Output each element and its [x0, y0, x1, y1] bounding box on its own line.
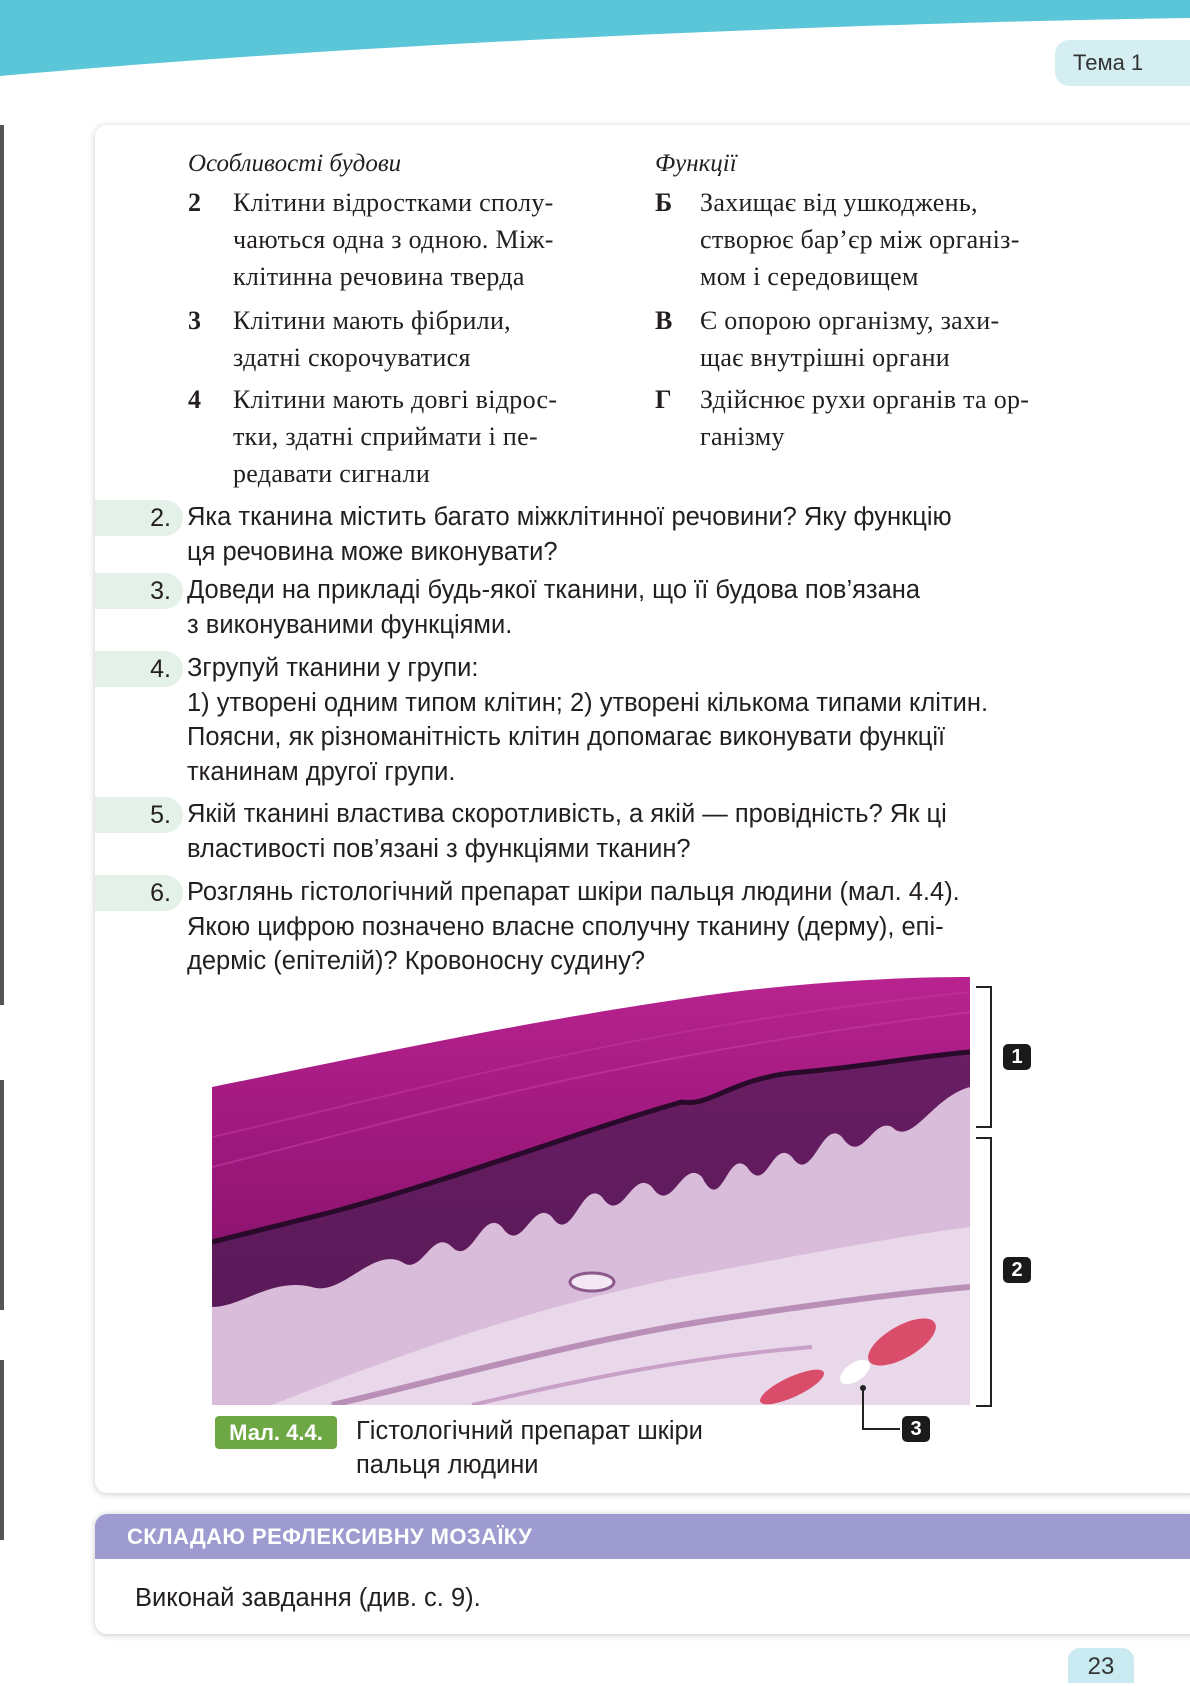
text-line: Якою цифрою позначено власне сполучну тканину (дерму), епі-: [187, 912, 944, 941]
text-line: мом і середовищем: [700, 262, 919, 291]
row-label: Б: [655, 188, 673, 217]
page-edge-shadow: [0, 1360, 4, 1540]
row-label: 4: [188, 385, 201, 414]
question-number: 4.: [95, 651, 183, 687]
question-text: [187, 797, 1087, 866]
figure-caption: [356, 1414, 703, 1482]
bracket-layer-1: [976, 986, 992, 1128]
text-line: щає внутрішні органи: [700, 343, 951, 372]
text-line: 1) утворені одним типом клітин; 2) утворені кількома типами клітин.: [187, 688, 989, 717]
marker-1: 1: [1003, 1044, 1031, 1070]
text-line: ганізму: [700, 422, 785, 451]
text-line: Захищає від ушкоджень,: [700, 188, 978, 217]
page-edge-shadow: [0, 1080, 4, 1310]
question-text: [187, 875, 1087, 979]
column-header-functions: Функції: [655, 150, 737, 177]
question-number: 5.: [95, 797, 183, 833]
column-header-structure: Особливості будови: [188, 150, 402, 177]
question-number: 2.: [95, 500, 183, 536]
question-text: [187, 651, 1087, 789]
text-line: Клітини мають фібрили,: [233, 306, 511, 335]
text-line: редавати сигнали: [233, 459, 431, 488]
row-text: [233, 184, 554, 295]
row-label: В: [655, 306, 673, 335]
row-label: 3: [188, 306, 201, 335]
theme-tab: Тема 1: [1055, 40, 1190, 86]
text-line: створює бар’єр між організ-: [700, 225, 1020, 254]
row-text: [700, 302, 999, 376]
bracket-layer-2: [976, 1137, 992, 1407]
skin-histology-image: [212, 977, 970, 1405]
page-number: 23: [1068, 1648, 1134, 1683]
row-text: [700, 184, 1020, 295]
text-line: Здійснює рухи органів та ор-: [700, 385, 1030, 414]
text-line: з виконуваними функціями.: [187, 610, 513, 639]
text-line: Доведи на прикладі будь-якої тканини, що її будова пов’язана: [187, 576, 921, 604]
page-edge-shadow: [0, 125, 4, 1005]
mosaic-body: Виконай завдання (див. с. 9).: [135, 1584, 481, 1612]
mosaic-title: СКЛАДАЮ РЕФЛЕКСИВНУ МОЗАЇКУ: [95, 1514, 1190, 1559]
text-line: Є опорою організму, захи-: [700, 306, 1000, 335]
text-line: ця речовина може виконувати?: [187, 537, 558, 566]
text-line: тки, здатні сприймати і пе-: [233, 422, 538, 451]
text-line: Поясни, як різноманітність клітин допомагає виконувати функції: [187, 723, 946, 751]
question-number: 6.: [95, 875, 183, 911]
row-text: [233, 381, 557, 492]
text-line: пальця людини: [356, 1451, 539, 1479]
question-number: 3.: [95, 573, 183, 609]
text-line: Розглянь гістологічний препарат шкіри пальця людини (мал. 4.4).: [187, 878, 960, 906]
text-line: Клітини відростками сполу-: [233, 188, 554, 217]
reflective-mosaic-box: [95, 1514, 1190, 1634]
row-text: [233, 302, 511, 376]
question-text: [187, 573, 1087, 642]
text-line: чаються одна з одною. Між-: [233, 225, 554, 254]
text-line: Якій тканині властива скоротливість, а якій — провідність? Як ці: [187, 800, 947, 828]
marker-2: 2: [1003, 1257, 1031, 1283]
text-line: Яка тканина містить багато міжклітинної речовини? Яку функцію: [187, 503, 952, 531]
text-line: Згрупуй тканини у групи:: [187, 654, 479, 682]
marker-3: 3: [902, 1416, 930, 1442]
text-line: властивості пов’язані з функціями тканин?: [187, 834, 691, 863]
header-band: [0, 0, 1190, 80]
text-line: дерміс (епітелій)? Кровоносну судину?: [187, 947, 646, 975]
text-line: клітинна речовина тверда: [233, 262, 525, 291]
question-text: [187, 500, 1087, 569]
row-text: [700, 381, 1029, 455]
row-label: Г: [655, 385, 672, 414]
text-line: Клітини мають довгі відрос-: [233, 385, 558, 414]
row-label: 2: [188, 188, 201, 217]
figure-caption-tag: Мал. 4.4.: [215, 1416, 337, 1449]
text-line: Гістологічний препарат шкіри: [356, 1417, 703, 1445]
text-line: тканинам другої групи.: [187, 757, 456, 786]
text-line: здатні скорочуватися: [233, 343, 471, 372]
